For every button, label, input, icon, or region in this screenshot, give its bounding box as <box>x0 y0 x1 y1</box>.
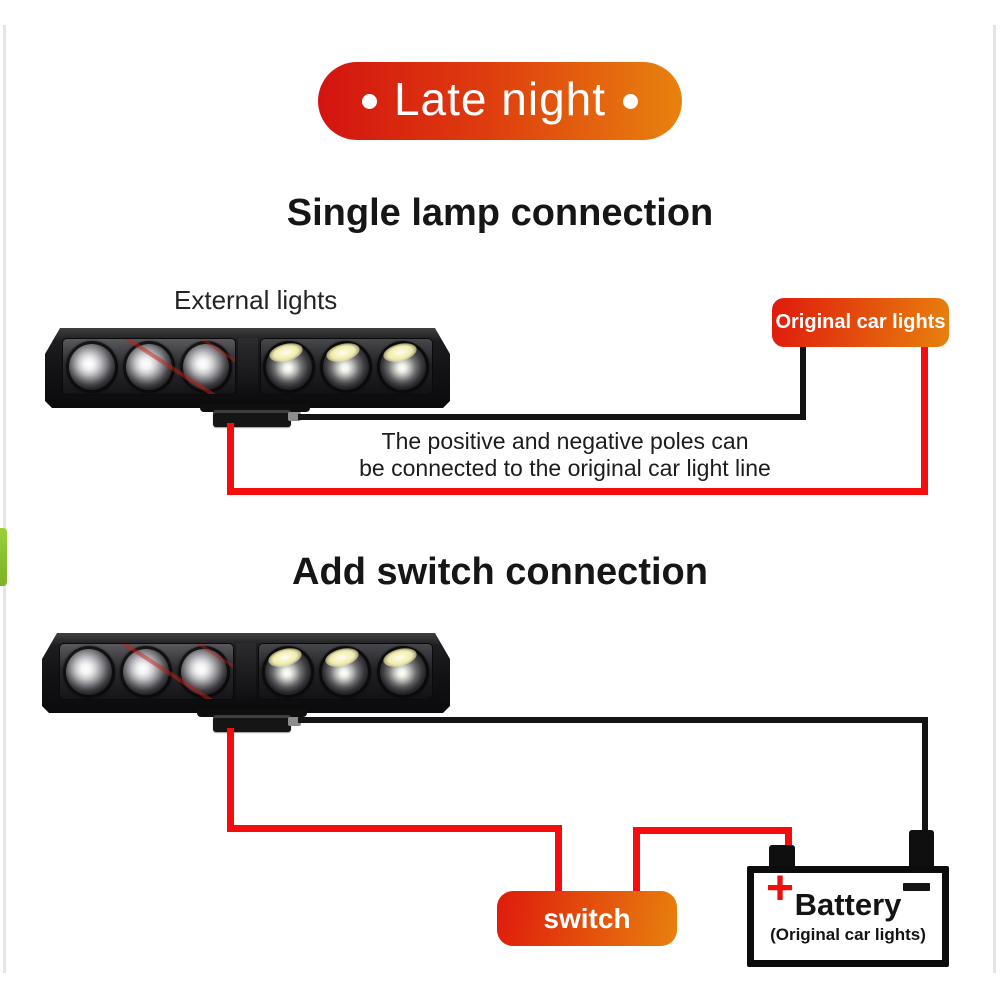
original-car-lights-tag <box>772 298 949 347</box>
lens-panel-right <box>260 338 434 395</box>
minus-icon <box>903 883 930 891</box>
led-lens-icon <box>320 341 372 393</box>
positive-wire-vertical-2b <box>555 825 562 893</box>
right-edge-line <box>993 25 996 973</box>
switch-tag-label: switch <box>543 902 631 934</box>
led-lens-icon <box>180 341 232 393</box>
connection-note-line1: The positive and negative poles can <box>381 428 749 454</box>
led-lens-icon <box>63 646 115 698</box>
positive-wire-vertical-2a <box>227 728 234 832</box>
original-car-lights-tag-label: Original car lights <box>775 311 946 333</box>
left-edge-line <box>3 25 6 973</box>
plus-icon: + <box>766 862 795 915</box>
add-switch-heading: Add switch connection <box>292 551 708 593</box>
positive-wire-horizontal-1 <box>227 488 928 495</box>
led-light-bar-1 <box>45 328 450 428</box>
positive-wire-vertical-1b <box>921 347 928 492</box>
mounting-bracket <box>213 715 291 732</box>
led-lens-icon <box>377 646 429 698</box>
led-lens-icon <box>66 341 118 393</box>
battery-subtitle: (Original car lights) <box>770 925 926 944</box>
banner-dot-right-icon <box>623 94 638 109</box>
lens-panel-left <box>62 338 236 395</box>
late-night-banner <box>318 62 682 140</box>
single-lamp-heading: Single lamp connection <box>286 192 714 234</box>
led-lens-icon <box>263 341 315 393</box>
mounting-bracket <box>213 410 291 427</box>
led-lens-icon <box>377 341 429 393</box>
led-lens-icon <box>319 646 371 698</box>
lightbar-divider <box>236 643 256 700</box>
lightbar-housing <box>45 328 450 408</box>
external-lights-label: External lights <box>174 285 338 315</box>
positive-wire-horizontal-2b <box>633 827 792 834</box>
lightbar-divider <box>238 338 258 395</box>
battery-title: Battery <box>794 887 902 922</box>
connection-note <box>285 428 845 482</box>
lightbar-housing <box>42 633 450 713</box>
negative-wire-horizontal-2 <box>298 717 928 723</box>
led-lens-icon <box>178 646 230 698</box>
battery-negative-terminal <box>909 830 934 868</box>
switch-tag <box>497 891 677 946</box>
positive-wire-vertical-1a <box>227 423 234 491</box>
led-lens-icon <box>262 646 314 698</box>
negative-wire-horizontal-1 <box>298 414 806 420</box>
negative-wire-vertical-2 <box>922 717 928 832</box>
positive-wire-horizontal-2a <box>227 825 562 832</box>
negative-wire-vertical-1 <box>800 346 806 416</box>
banner-dot-left-icon <box>362 94 377 109</box>
battery-box <box>747 862 949 967</box>
lens-panel-right <box>258 643 433 700</box>
connection-note-line2: be connected to the original car light line <box>359 455 771 481</box>
lens-panel-left <box>59 643 234 700</box>
positive-wire-vertical-2c <box>633 827 640 893</box>
banner-title: Late night <box>393 73 607 125</box>
